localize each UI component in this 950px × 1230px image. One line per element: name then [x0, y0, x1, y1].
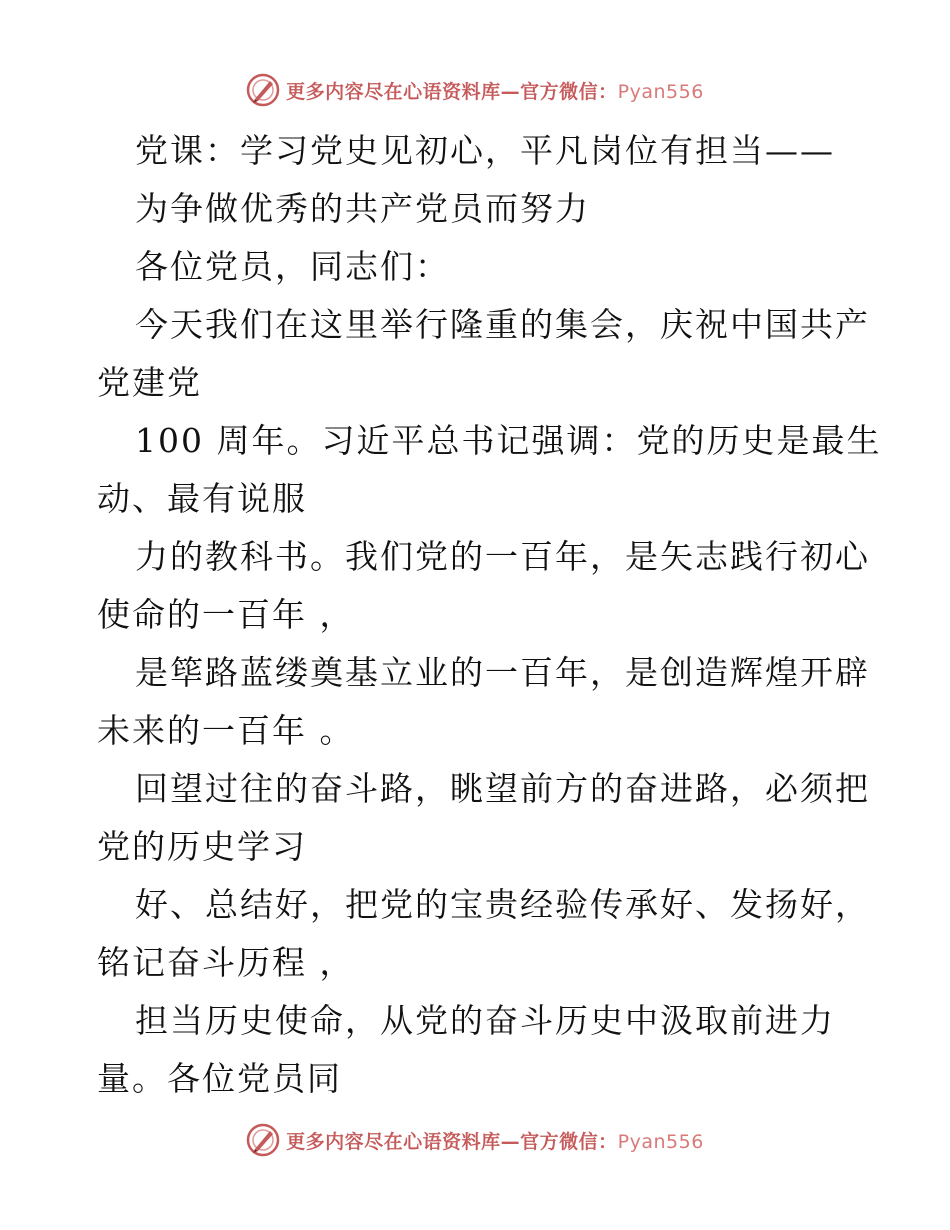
watermark-text: [286, 1127, 704, 1154]
watermark-brand: 更多内容尽在心语资料库—官方微信：: [286, 80, 618, 103]
text-line: 100 周年。习近平总书记强调：党的历史是最生: [135, 421, 882, 460]
text-line: 今天我们在这里举行隆重的集会，庆祝中国共产: [135, 305, 870, 344]
text-line: 铭记奋斗历程 ，: [97, 943, 355, 982]
text-line: 是筚路蓝缕奠基立业的一百年，是创造辉煌开辟: [135, 653, 870, 692]
text-line: 回望过往的奋斗路，眺望前方的奋进路，必须把: [135, 769, 870, 808]
watermark-brand: 更多内容尽在心语资料库—官方微信：: [286, 1130, 618, 1153]
text-line: 各位党员，同志们：: [135, 247, 450, 286]
text-line: 党的历史学习: [97, 827, 307, 866]
text-line: 动、最有说服: [97, 479, 307, 518]
text-line: 为争做优秀的共产党员而努力: [135, 189, 590, 228]
watermark-wechat-id: Pyan556: [617, 1130, 704, 1153]
watermark-text: [286, 77, 704, 104]
text-line: 党课：学习党史见初心，平凡岗位有担当——: [135, 131, 835, 170]
document-body: [97, 122, 882, 1108]
text-line: 量。各位党员同: [97, 1059, 342, 1098]
text-line: 党建党: [97, 363, 202, 402]
text-line: 担当历史使命，从党的奋斗历史中汲取前进力: [135, 1001, 835, 1040]
quill-logo-icon: [246, 73, 280, 107]
quill-logo-icon: [246, 1123, 280, 1157]
text-line: 力的教科书。我们党的一百年，是矢志践行初心: [135, 537, 870, 576]
watermark-wechat-id: Pyan556: [617, 80, 704, 103]
text-line: 未来的一百年 。: [97, 711, 355, 750]
text-line: 使命的一百年 ，: [97, 595, 355, 634]
footer-watermark: [0, 1120, 950, 1160]
text-line: 好、总结好，把党的宝贵经验传承好、发扬好，: [135, 885, 870, 924]
header-watermark: [0, 70, 950, 110]
